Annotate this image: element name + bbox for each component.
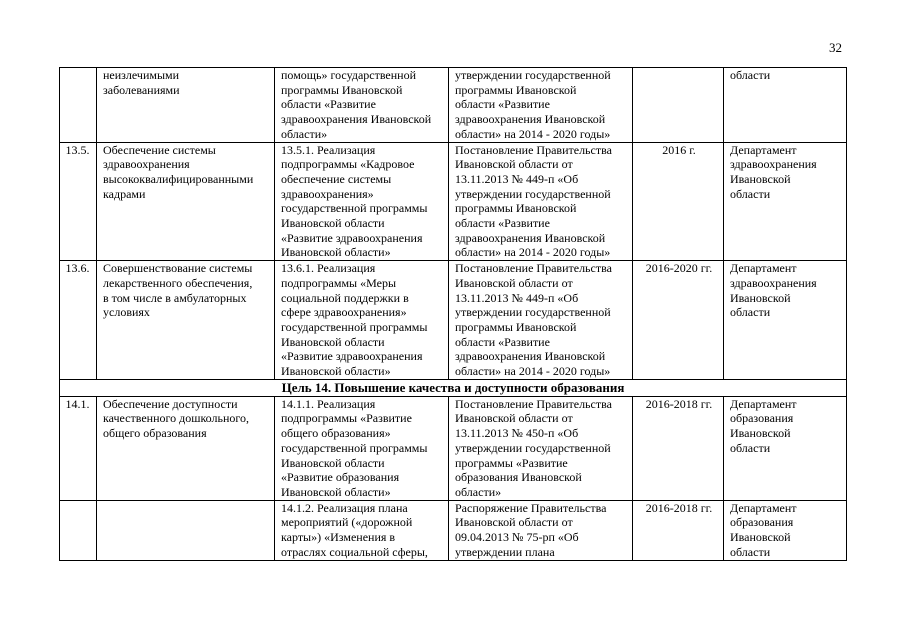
period-cell (633, 68, 724, 143)
cell-text-line: Департамент (730, 396, 797, 411)
cell-text-line: Обеспечение доступности (103, 396, 238, 411)
cell-text-line: программы Ивановской (455, 82, 577, 97)
cell-text-line: здравоохранения Ивановской (455, 230, 606, 245)
cell-text-line: утверждении плана (455, 544, 555, 559)
cell-text-line: государственной программы (281, 319, 428, 334)
cell-text-line: здравоохранения (103, 157, 190, 172)
table-row (60, 396, 847, 500)
cell-text-line: кадрами (103, 186, 146, 201)
cell-text-line: 13.11.2013 № 449-п «Об (455, 171, 579, 186)
table-row (60, 261, 847, 380)
cell-text-line: Ивановской области от (455, 411, 573, 426)
program-cell (275, 500, 449, 560)
event-cell (97, 142, 275, 261)
cell-text-line: мероприятий («дорожной (281, 515, 413, 530)
cell-text-line: сфере здравоохранения» (281, 305, 407, 320)
measures-table (59, 67, 847, 561)
responsible-cell (724, 142, 847, 261)
responsible-cell (724, 261, 847, 380)
table-body (60, 68, 847, 561)
cell-text-line: утверждении государственной (455, 440, 611, 455)
table-row (60, 68, 847, 143)
cell-text-line: общего образования (103, 426, 207, 441)
cell-text-line: 13.6.1. Реализация (281, 261, 376, 276)
responsible-cell (724, 396, 847, 500)
cell-text-line: Ивановской (730, 426, 791, 441)
cell-text-line: области (730, 68, 771, 82)
program-cell (275, 142, 449, 261)
item-number-cell: 13.5. (60, 142, 97, 261)
responsible-cell (724, 500, 847, 560)
cell-text-line: Департамент (730, 261, 797, 276)
item-number-cell (60, 68, 97, 143)
cell-text-line: качественного дошкольного, (103, 411, 250, 426)
cell-text-line: помощь» государственной (281, 68, 417, 82)
document-cell (449, 142, 633, 261)
cell-text-line: «Развитие здравоохранения (281, 230, 423, 245)
document-cell (449, 396, 633, 500)
cell-text-line: области» (455, 484, 502, 499)
cell-text-line: утверждении государственной (455, 68, 611, 82)
cell-text-line: здравоохранения Ивановской (455, 112, 606, 127)
page-number: 32 (829, 40, 842, 55)
cell-text-line: Ивановской области» (281, 245, 391, 260)
table-row (60, 142, 847, 261)
cell-text-line: условиях (103, 305, 150, 320)
cell-text-line: 14.1.1. Реализация (281, 396, 376, 411)
cell-text-line: Ивановской (730, 171, 791, 186)
item-number-cell: 14.1. (60, 396, 97, 500)
cell-text-line: утверждении государственной (455, 186, 611, 201)
cell-text-line: социальной поддержки в (281, 290, 409, 305)
cell-text-line: утверждении государственной (455, 305, 611, 320)
cell-text-line: Распоряжение Правительства (455, 500, 607, 515)
cell-text-line: Ивановской области от (455, 157, 573, 172)
cell-text-line: области «Развитие (455, 334, 550, 349)
cell-text-line: области (730, 440, 771, 455)
cell-text-line: области (730, 544, 771, 559)
cell-text-line: программы Ивановской (455, 319, 577, 334)
period-cell: 2016-2018 гг. (633, 396, 724, 500)
cell-text-line: Постановление Правительства (455, 396, 612, 411)
cell-text-line: Департамент (730, 142, 797, 157)
program-cell (275, 396, 449, 500)
cell-text-line: 14.1.2. Реализация плана (281, 500, 408, 515)
cell-text-line: программы «Развитие (455, 455, 568, 470)
cell-text-line: области «Развитие (281, 97, 376, 112)
cell-text-line: здравоохранения Ивановской (281, 112, 432, 127)
cell-text-line: области» (281, 126, 328, 141)
cell-text-line: Ивановской (730, 530, 791, 545)
item-number-cell (60, 500, 97, 560)
cell-text-line: области (730, 186, 771, 201)
cell-text-line: отраслях социальной сферы, (281, 544, 428, 559)
event-cell (97, 68, 275, 143)
cell-text-line: образования Ивановской (455, 470, 582, 485)
cell-text-line: подпрограммы «Кадровое (281, 157, 415, 172)
cell-text-line: Департамент (730, 500, 797, 515)
cell-text-line: области «Развитие (455, 216, 550, 231)
item-number-cell: 13.6. (60, 261, 97, 380)
cell-text-line: образования (730, 411, 794, 426)
cell-text-line: Совершенствование системы (103, 261, 253, 276)
cell-text-line: Ивановской области» (281, 484, 391, 499)
cell-text-line: Ивановской области (281, 334, 385, 349)
program-cell (275, 68, 449, 143)
cell-text-line: Ивановской области (281, 455, 385, 470)
cell-text-line: 13.11.2013 № 449-п «Об (455, 290, 579, 305)
cell-text-line: государственной программы (281, 201, 428, 216)
cell-text-line: подпрограммы «Развитие (281, 411, 412, 426)
cell-text-line: Ивановской области» (281, 364, 391, 379)
cell-text-line: Ивановской области от (455, 515, 573, 530)
cell-text-line: области» на 2014 - 2020 годы» (455, 245, 611, 260)
cell-text-line: Постановление Правительства (455, 142, 612, 157)
cell-text-line: области (730, 305, 771, 320)
cell-text-line: подпрограммы «Меры (281, 275, 397, 290)
cell-text-line: области» на 2014 - 2020 годы» (455, 364, 611, 379)
cell-text-line: области «Развитие (455, 97, 550, 112)
cell-text-line: 13.5.1. Реализация (281, 142, 376, 157)
period-cell: 2016 г. (633, 142, 724, 261)
cell-text-line: лекарственного обеспечения, (103, 275, 253, 290)
cell-text-line: здравоохранения» (281, 186, 374, 201)
cell-text-line: обеспечение системы (281, 171, 392, 186)
cell-text-line: области» на 2014 - 2020 годы» (455, 126, 611, 141)
cell-text-line: высококвалифицированными (103, 171, 254, 186)
program-cell (275, 261, 449, 380)
cell-text-line: программы Ивановской (455, 201, 577, 216)
cell-text-line: Ивановской области (281, 216, 385, 231)
cell-text-line: «Развитие образования (281, 470, 400, 485)
document-cell (449, 68, 633, 143)
cell-text-line: в том числе в амбулаторных (103, 290, 247, 305)
cell-text-line: неизлечимыми (103, 68, 180, 82)
responsible-cell (724, 68, 847, 143)
cell-text-line: 09.04.2013 № 75-рп «Об (455, 530, 579, 545)
document-cell (449, 261, 633, 380)
cell-text-line: здравоохранения (730, 275, 817, 290)
cell-text-line: государственной программы (281, 440, 428, 455)
event-cell (97, 396, 275, 500)
cell-text-line: программы Ивановской (281, 82, 403, 97)
cell-text-line: здравоохранения (730, 157, 817, 172)
cell-text-line: здравоохранения Ивановской (455, 349, 606, 364)
goal-heading: Цель 14. Повышение качества и доступности образования (60, 379, 847, 396)
cell-text-line: Обеспечение системы (103, 142, 216, 157)
cell-text-line: Ивановской области от (455, 275, 573, 290)
period-cell: 2016-2018 гг. (633, 500, 724, 560)
cell-text-line: Постановление Правительства (455, 261, 612, 276)
cell-text-line: 13.11.2013 № 450-п «Об (455, 426, 579, 441)
table-row (60, 500, 847, 560)
cell-text-line: карты») «Изменения в (281, 530, 396, 545)
cell-text-line: заболеваниями (103, 82, 180, 97)
cell-text-line: образования (730, 515, 794, 530)
period-cell: 2016-2020 гг. (633, 261, 724, 380)
cell-text-line: «Развитие здравоохранения (281, 349, 423, 364)
goal-row (60, 379, 847, 396)
cell-text-line: Ивановской (730, 290, 791, 305)
cell-text-line: общего образования» (281, 426, 391, 441)
document-cell (449, 500, 633, 560)
event-cell (97, 500, 275, 560)
event-cell (97, 261, 275, 380)
